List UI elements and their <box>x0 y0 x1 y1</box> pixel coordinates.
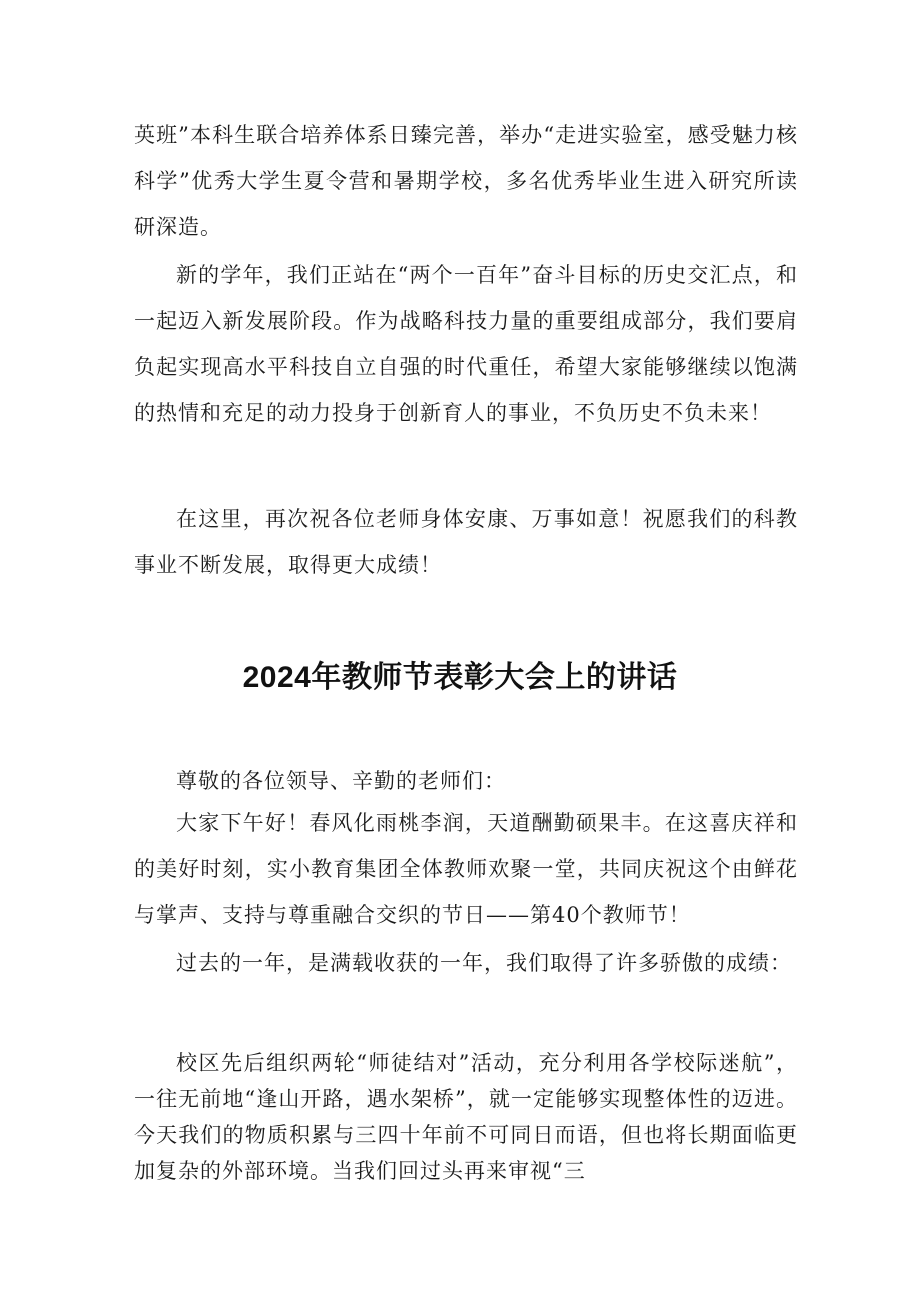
paragraph-closing-wishes: 在这里，再次祝各位老师身体安康、万事如意！祝愿我们的科教事业不断发展，取得更大成绩！ <box>134 507 798 577</box>
paragraph-continued: 英班”本科生联合培养体系日臻完善，举办“走进实验室，感受魅力核科学”优秀大学生夏令营和暑期学校，多名优秀毕业生进入研究所读研深造。 <box>134 123 798 239</box>
paragraph-past-year: 过去的一年，是满载收获的一年，我们取得了许多骄傲的成绩： <box>176 951 792 975</box>
paragraph-new-academic-year: 新的学年，我们正站在“两个一百年”奋斗目标的历史交汇点，和一起迈入新发展阶段。作为战略科技力量的重要组成部分，我们要肩负起实现高水平科技自立自强的时代重任，希望大家能够继续以饱满的热情和充足的动力投身于创新育人的事业，不负历史不负未来！ <box>134 263 798 425</box>
salutation: 尊敬的各位领导、辛勤的老师们： <box>176 769 506 793</box>
paragraph-campus-activities: 校区先后组织两轮“师徒结对”活动，充分利用各学校际迷航”，一往无前地“逢山开路，遇水架桥”，就一定能够实现整体性的迈进。今天我们的物质积累与三四十年前不可同日而语，但也将长期面临更加复杂的外部环境。当我们回过头再来审视“三 <box>134 1051 798 1183</box>
paragraph-greeting: 大家下午好！春风化雨桃李润，天道酬勤硕果丰。在这喜庆祥和的美好时刻，实小教育集团全体教师欢聚一堂，共同庆祝这个由鲜花与掌声、支持与尊重融合交织的节日——第40个教师节！ <box>134 811 798 927</box>
speech-title: 2024年教师节表彰大会上的讲话 <box>242 661 678 694</box>
